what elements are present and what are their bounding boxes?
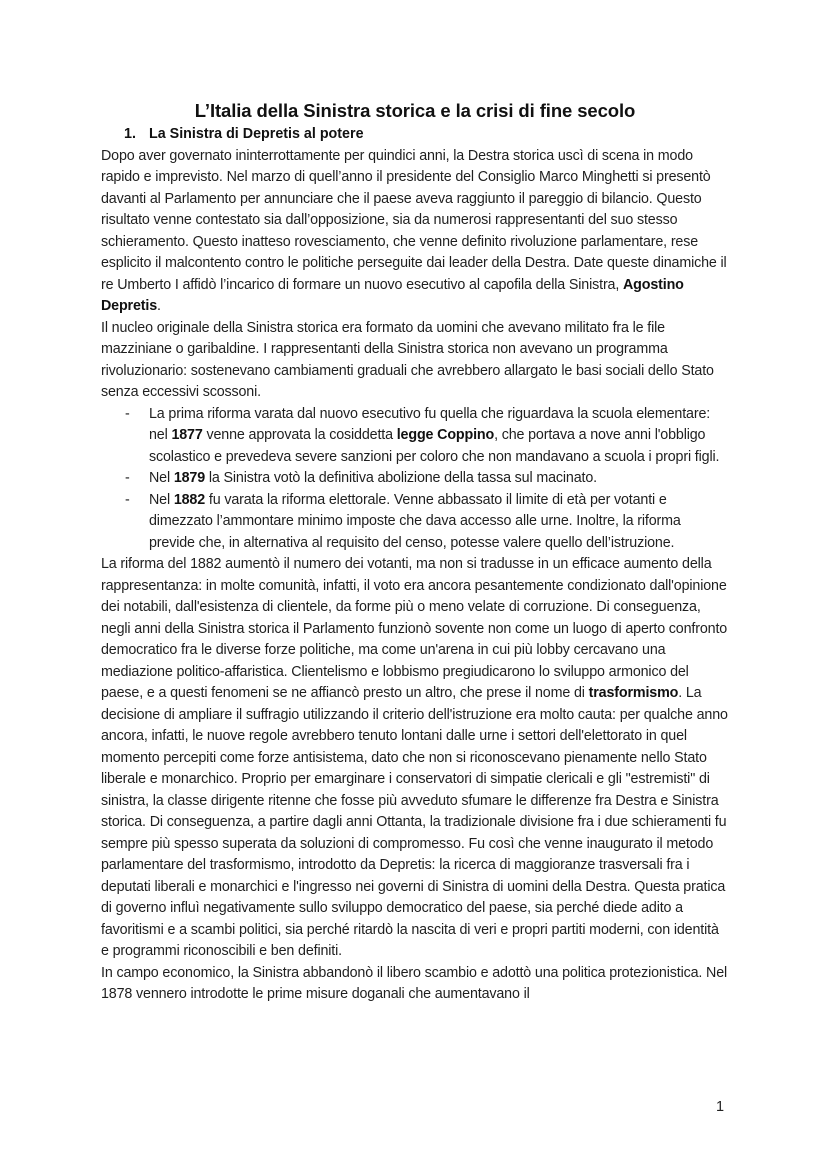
list-item-text bbox=[149, 468, 729, 490]
dash-bullet-icon: - bbox=[125, 405, 130, 422]
paragraph-4: In campo economico, la Sinistra abbandonò il libero scambio e adottò una politica protezionistica. Nel 1878 vennero introdotte le prime misure doganali che aumentavano il bbox=[101, 964, 728, 1002]
paragraph-1-bold: Agostino Depretis bbox=[101, 276, 684, 314]
dash-bullet-icon: - bbox=[125, 491, 130, 508]
list-item-text-part: , che portava a nove anni l'obbligo scolastico e prevedeva severe sanzioni per coloro che non mandavano a scuola i propri figli. bbox=[149, 427, 720, 465]
paragraph-1 bbox=[101, 146, 729, 318]
list-item-text-part: Nel bbox=[149, 470, 174, 486]
paragraph-3 bbox=[101, 554, 729, 963]
list-item-text-part: fu varata la riforma elettorale. Venne abbassato il limite di età per votanti e dimezzato l’ammontare minimo imposte che dava accesso alle urne. Inoltre, la riforma previde che, in alternativa al requisito del censo, potesse valere quello dell’istruzione. bbox=[149, 491, 681, 551]
paragraph-3-text: La riforma del 1882 aumentò il numero dei votanti, ma non si tradusse in un efficace aumento della rappresentanza: in molte comunità, infatti, il voto era ancora pesantemente condizionato dall'opinione dei notabili, dall'esistenza di clientele, da forme più o meno velate di corruzione. Di conseguenza, negli anni della Sinistra storica il Parlamento funzionò sovente non come un luogo di aperto confronto democratico fra le diverse forze politiche, ma come un'arena in cui più lobby cercavano una mediazione politico-affaristica. Clientelismo e lobbismo pregiudicarono lo sviluppo armonico del paese, e a questi fenomeni se ne affiancò presto un altro, che prese il nome di bbox=[101, 556, 728, 701]
list-item bbox=[101, 468, 729, 490]
list-item-bold: 1877 bbox=[171, 427, 203, 443]
paragraph-3-bold: trasformismo bbox=[588, 685, 679, 701]
section-number: 1. bbox=[124, 126, 136, 142]
section-heading bbox=[101, 124, 729, 146]
document-title: L’Italia della Sinistra storica e la crisi di fine secolo bbox=[194, 100, 636, 121]
list-item-text bbox=[149, 490, 729, 555]
list-item-text-part: Nel bbox=[149, 491, 174, 508]
list-item-bold: 1879 bbox=[173, 470, 206, 486]
document-page bbox=[101, 98, 729, 1006]
section-heading-text: La Sinistra di Depretis al potere bbox=[149, 126, 364, 142]
paragraph-1-end: . bbox=[157, 298, 161, 314]
list-item bbox=[101, 490, 729, 555]
list-item bbox=[101, 404, 729, 469]
reform-list bbox=[101, 404, 729, 555]
paragraph-3-end: . La decisione di ampliare il suffragio utilizzando il criterio dell'istruzione era molto cauta: per qualche anno ancora, infatti, le nuove regole avrebbero tenuto lontani dalle urne i settori dell'elettorato in quel momento percepiti come forze antisistema, dato che non si riconoscevano pienamente nello Stato liberale e monarchico. Proprio per emarginare i conservatori di simpatie clericali e gli "estremisti" di sinistra, la classe dirigente ritenne che fosse più avveduto sfumare le differenze fra Destra e Sinistra storica. Di conseguenza, a partire dagli anni Ottanta, la tradizionale divisione fra i due schieramenti fu sempre più spesso superata da soluzioni di compromesso. Fu così che venne inaugurato il metodo parlamentare del trasformismo, introdotto da Depretis: la ricerca di maggioranze trasversali fra i deputati liberali e monarchici e l'ingresso nei governi di Sinistra di uomini della Destra. Questa pratica di governo influì negativamente sullo sviluppo democratico del paese, sia perché diede adito a favoritismi e a scambi politici, sia perché ritardò la nascita di veri e propri partiti moderni, con identità e programmi riconoscibili e ben definiti. bbox=[101, 685, 728, 959]
list-item-text-part: venne approvata la cosiddetta bbox=[202, 427, 397, 443]
paragraph-2: Il nucleo originale della Sinistra storica era formato da uomini che avevano militato fra le file mazziniane o garibaldine. I rappresentanti della Sinistra storica non avevano un programma rivoluzionario: sostenevano cambiamenti graduali che avrebbero allargato le basi sociali dello Stato senza eccessivi scossoni. bbox=[101, 319, 714, 400]
list-item-text-part: La prima riforma varata dal nuovo esecutivo fu quella che riguardava la scuola elementare: nel bbox=[149, 405, 711, 443]
list-item-bold: legge Coppino bbox=[396, 427, 495, 443]
list-item-text-part: la Sinistra votò la definitiva abolizione della tassa sul macinato. bbox=[205, 470, 597, 486]
list-item-bold: 1882 bbox=[173, 491, 206, 508]
dash-bullet-icon: - bbox=[125, 470, 130, 486]
paragraph-1-text: Dopo aver governato ininterrottamente per quindici anni, la Destra storica uscì di scena in modo rapido e imprevisto. Nel marzo di quell’anno il presidente del Consiglio Marco Minghetti si presentò davanti al Parlamento per annunciare che il paese aveva raggiunto il pareggio di bilancio. Questo risultato venne contestato sia dall’opposizione, sia da numerosi rappresentanti del suo stesso schieramento. Questo inatteso rovesciamento, che venne definito rivoluzione parlamentare, rese esplicito il malcontento contro le politiche perseguite dai leader della Destra. Date queste dinamiche il re Umberto I affidò l’incarico di formare un nuovo esecutivo al capofila della Sinistra, bbox=[101, 147, 727, 293]
page-number: 1 bbox=[716, 1099, 725, 1115]
list-item-text bbox=[149, 404, 729, 469]
